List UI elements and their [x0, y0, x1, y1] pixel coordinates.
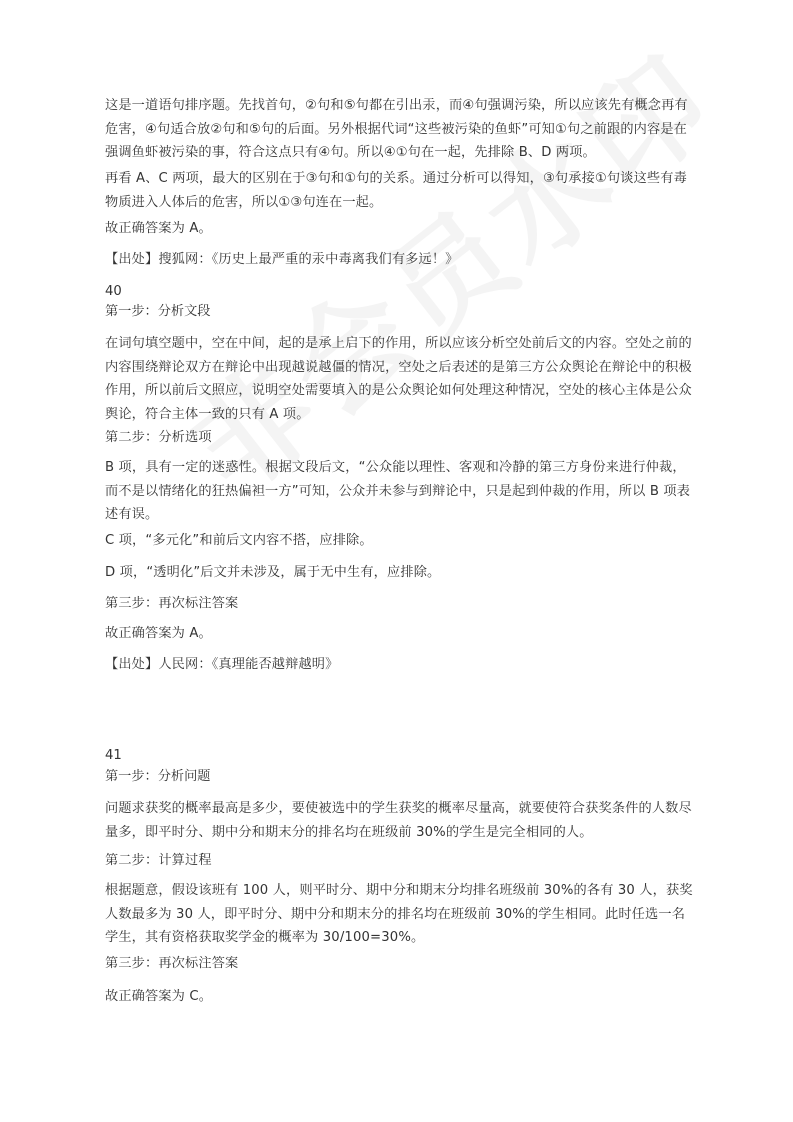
q41-step1-title: 第一步：分析问题 [105, 769, 211, 784]
q39-analysis-paragraph-2: 再看 A、C 两项，最大的区别在于③句和①句的关系。通过分析可以得知，③句承接①句谈这些有毒物质进入人体后的危害，所以①③句连在一起。 [105, 171, 687, 210]
q40-option-c: C 项，“多元化”和前后文内容不搭，应排除。 [105, 533, 373, 548]
q39-answer: 故正确答案为 A。 [105, 221, 212, 236]
q40-step3-title: 第三步：再次标注答案 [105, 596, 239, 611]
q40-step1-title: 第一步：分析文段 [105, 304, 211, 319]
q39-analysis-paragraph-1: 这是一道语句排序题。先找首句，②句和⑤句都在引出汞，而④句强调污染，所以应该先有概念再有危害，④句适合放②句和⑤句的后面。另外根据代词“这些被污染的鱼虾”可知①句之前跟的内容是在强调鱼虾被污染的事，符合这点只有④句。所以④①句在一起，先排除 B、D 两项。 [105, 98, 688, 160]
q41-step2-title: 第二步：计算过程 [105, 853, 212, 868]
q40-number: 40 [105, 284, 122, 299]
q40-step1-text: 在词句填空题中，空在中间，起的是承上启下的作用，所以应该分析空处前后文的内容。空处之前的内容围绕辩论双方在辩论中出现越说越僵的情况，空处之后表述的是第三方公众舆论在辩论中的积极作用，所以前后文照应，说明空处需要填入的是公众舆论如何处理这种情况，空处的核心主体是公众舆论，符合主体一致的只有 A 项。 [105, 336, 692, 422]
q41-number: 41 [105, 748, 122, 763]
q41-step3-title: 第三步：再次标注答案 [105, 956, 239, 971]
q41-step2-text: 根据题意，假设该班有 100 人，则平时分、期中分和期末分均排名班级前 30%的各有 30 人，获奖人数最多为 30 人，即平时分、期中分和期末分的排名均在班级前 30%的学生相同。此时任选一名学生，其有资格获取奖学金的概率为 30/100=30%。 [105, 883, 693, 945]
q40-option-d: D 项，“透明化”后文并未涉及，属于无中生有，应排除。 [105, 565, 441, 580]
q40-option-b: B 项，具有一定的迷惑性。根据文段后文，“公众能以理性、客观和冷静的第三方身份来进行仲裁，而不是以情绪化的狂热偏袒一方”可知，公众并未参与到辩论中，只是起到仲裁的作用，所以 B 项表述有误。 [105, 460, 691, 522]
q40-answer: 故正确答案为 A。 [105, 626, 212, 641]
q41-answer: 故正确答案为 C。 [105, 989, 213, 1004]
q40-source: 【出处】人民网：《真理能否越辩越明》 [105, 657, 339, 672]
q40-step2-title: 第二步：分析选项 [105, 430, 212, 445]
q41-step1-text: 问题求获奖的概率最高是多少，要使被选中的学生获奖的概率尽量高，就要使符合获奖条件的人数尽量多，即平时分、期中分和期末分的排名均在班级前 30%的学生是完全相同的人。 [105, 801, 692, 840]
q39-source: 【出处】搜狐网：《历史上最严重的汞中毒离我们有多远！》 [105, 252, 459, 267]
